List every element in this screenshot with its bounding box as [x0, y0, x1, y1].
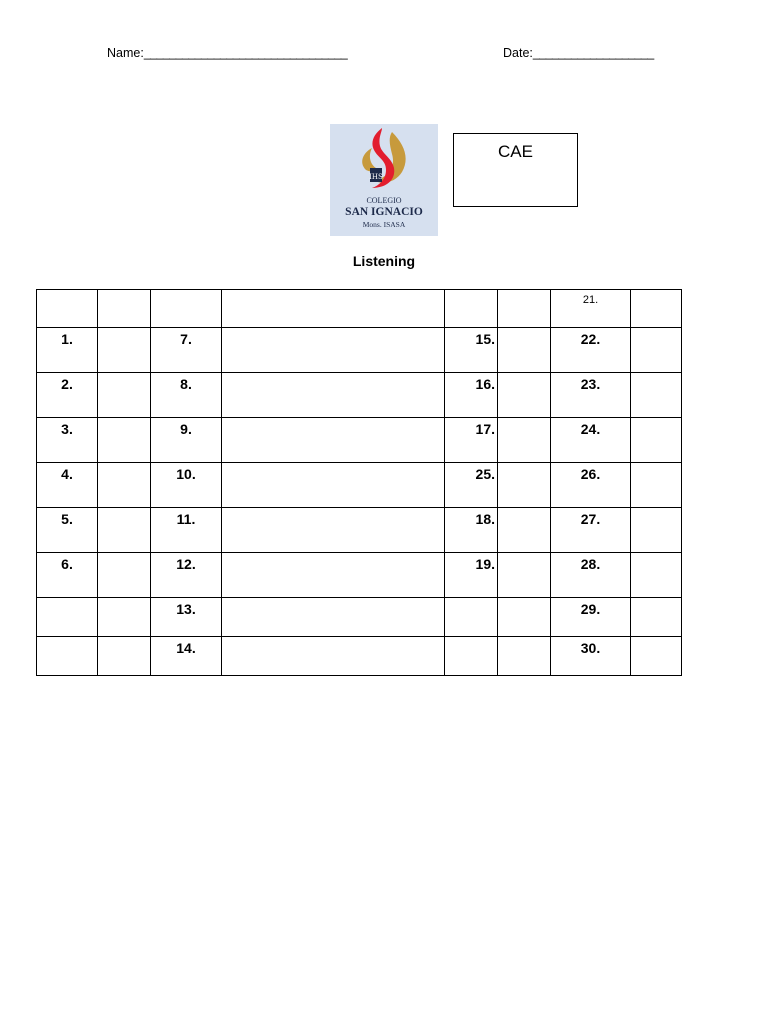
answer-table [36, 289, 682, 676]
answer-cell[interactable] [498, 508, 551, 553]
table-row [37, 463, 682, 508]
table-row [37, 598, 682, 637]
number-cell: 25. [445, 463, 498, 508]
header-cell [445, 290, 498, 328]
number-cell: 3. [37, 418, 98, 463]
number-cell: 26. [551, 463, 631, 508]
answer-cell[interactable] [222, 637, 445, 676]
number-cell: 15. [445, 328, 498, 373]
logo-line-colegio: COLEGIO [366, 196, 402, 205]
flame-emblem-icon [330, 124, 438, 196]
answer-cell[interactable] [631, 508, 682, 553]
header-cell [498, 290, 551, 328]
table-row [37, 418, 682, 463]
answer-cell[interactable] [222, 508, 445, 553]
school-logo [330, 124, 438, 236]
answer-cell[interactable] [98, 463, 151, 508]
number-cell: 9. [151, 418, 222, 463]
number-cell: 11. [151, 508, 222, 553]
number-cell: 8. [151, 373, 222, 418]
answer-cell[interactable] [98, 508, 151, 553]
number-cell [37, 598, 98, 637]
number-cell: 16. [445, 373, 498, 418]
number-cell: 13. [151, 598, 222, 637]
table-header-row [37, 290, 682, 328]
number-cell [445, 637, 498, 676]
number-cell: 30. [551, 637, 631, 676]
number-cell [445, 598, 498, 637]
answer-cell[interactable] [98, 328, 151, 373]
number-cell: 19. [445, 553, 498, 598]
number-cell: 14. [151, 637, 222, 676]
number-cell: 6. [37, 553, 98, 598]
answer-cell[interactable] [98, 637, 151, 676]
answer-cell[interactable] [631, 598, 682, 637]
number-cell: 29. [551, 598, 631, 637]
number-cell: 2. [37, 373, 98, 418]
name-label: Name: [107, 46, 144, 60]
answer-cell[interactable] [498, 598, 551, 637]
date-line[interactable]: ___________________ [532, 46, 654, 60]
header-cell [222, 290, 445, 328]
table-row [37, 508, 682, 553]
answer-cell[interactable] [631, 418, 682, 463]
answer-cell[interactable] [222, 373, 445, 418]
date-field[interactable] [503, 46, 654, 60]
answer-cell[interactable] [498, 418, 551, 463]
answer-cell[interactable] [631, 553, 682, 598]
header-cell [631, 290, 682, 328]
number-cell: 22. [551, 328, 631, 373]
answer-cell[interactable] [498, 637, 551, 676]
answer-cell[interactable] [631, 637, 682, 676]
table-row [37, 328, 682, 373]
monogram-text: IHS [369, 173, 383, 181]
answer-cell[interactable] [222, 328, 445, 373]
number-cell: 18. [445, 508, 498, 553]
answer-cell[interactable] [631, 328, 682, 373]
number-cell: 7. [151, 328, 222, 373]
answer-cell[interactable] [98, 598, 151, 637]
answer-cell[interactable] [498, 328, 551, 373]
answer-cell[interactable] [498, 463, 551, 508]
answer-cell[interactable] [98, 553, 151, 598]
answer-cell[interactable] [631, 463, 682, 508]
header-cell [37, 290, 98, 328]
answer-cell[interactable] [498, 373, 551, 418]
logo-line-school-name: SAN IGNACIO [345, 206, 423, 218]
number-cell: 4. [37, 463, 98, 508]
answer-cell[interactable] [631, 373, 682, 418]
answer-cell[interactable] [498, 553, 551, 598]
exam-box [453, 133, 578, 207]
number-cell: 23. [551, 373, 631, 418]
name-field[interactable] [107, 46, 347, 60]
number-cell: 27. [551, 508, 631, 553]
table-row [37, 373, 682, 418]
number-cell: 24. [551, 418, 631, 463]
number-cell: 1. [37, 328, 98, 373]
logo-line-subtitle: Mons. ISASA [362, 220, 406, 229]
answer-cell[interactable] [222, 418, 445, 463]
answer-cell[interactable] [222, 463, 445, 508]
section-title: Listening [352, 253, 416, 269]
number-cell: 10. [151, 463, 222, 508]
name-line[interactable]: ________________________________ [143, 46, 348, 60]
header-cell [98, 290, 151, 328]
number-cell: 28. [551, 553, 631, 598]
number-cell [37, 637, 98, 676]
number-cell: 12. [151, 553, 222, 598]
answer-cell[interactable] [98, 373, 151, 418]
number-cell: 5. [37, 508, 98, 553]
header-cell [151, 290, 222, 328]
number-cell: 17. [445, 418, 498, 463]
exam-label: CAE [498, 142, 533, 161]
date-label: Date: [503, 46, 533, 60]
header-number-cell: 21. [551, 290, 631, 328]
answer-cell[interactable] [98, 418, 151, 463]
answer-cell[interactable] [222, 598, 445, 637]
table-row [37, 637, 682, 676]
answer-cell[interactable] [222, 553, 445, 598]
table-row [37, 553, 682, 598]
